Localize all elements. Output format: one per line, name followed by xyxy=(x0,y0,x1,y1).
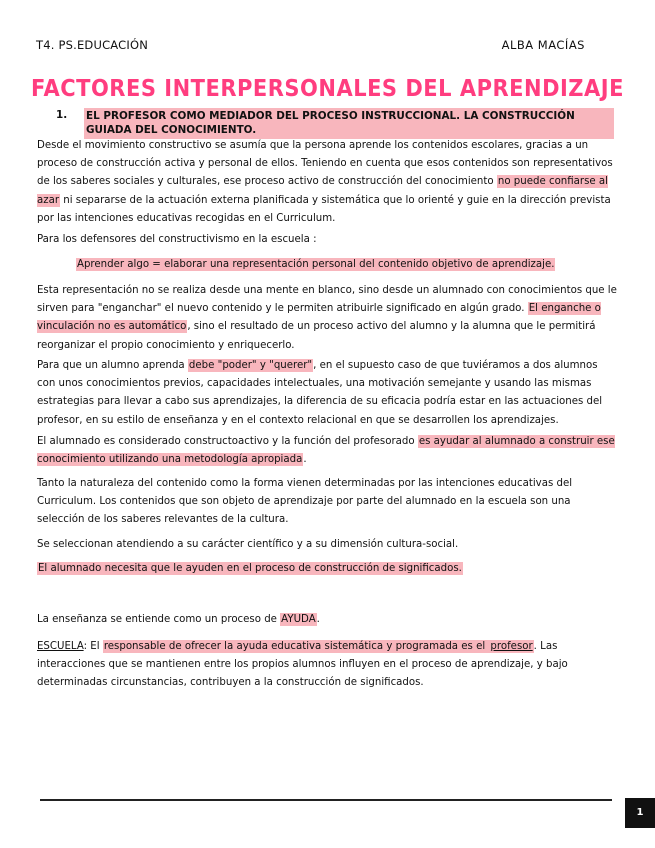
definition-line xyxy=(76,256,616,274)
paragraph-8: Se seleccionan atendiendo a su carácter científico y a su dimensión cultura-social. xyxy=(37,539,459,550)
section-heading xyxy=(58,108,614,139)
highlight: no puede confiarse al azar xyxy=(37,176,608,206)
highlight: debe "poder" y "querer" xyxy=(188,360,313,371)
header-author: ALBA MACÍAS xyxy=(501,38,585,52)
paragraph-2: Para los defensores del constructivismo en la escuela : xyxy=(37,234,317,245)
paragraph-4: Esta representación no se realiza desde una mente en blanco, sino desde un alumnado con conocimientos que le sirven para "enganchar" el nuevo contenido y le permiten atribuirle significado en algún grado. El enganche o vinculación no es automático, sino el resultado de un proceso activo del alumno y la alumna que le permitirá reorganizar el propio conocimiento y enriquecerlo. xyxy=(37,285,617,351)
highlight: Aprender algo = elaborar una representación personal del contenido objetivo de aprendizaje. xyxy=(77,259,555,270)
page-number: 1 xyxy=(625,798,655,828)
page-title: FACTORES INTERPERSONALES DEL APRENDIZAJE xyxy=(31,74,624,102)
highlight: responsable de ofrecer la ayuda educativa sistemática y programada es el xyxy=(103,641,489,652)
highlight: es ayudar al alumnado a construir ese conocimiento utilizando una metodología apropiada xyxy=(37,436,615,466)
paragraph-10: La enseñanza se entiende como un proceso de AYUDA. xyxy=(37,614,320,625)
highlight-underlined: profesor xyxy=(490,641,533,652)
header-course: T4. PS.EDUCACIÓN xyxy=(36,38,149,52)
paragraph-5: Para que un alumno aprenda debe "poder" y "querer", en el supuesto caso de que tuviéramos a dos alumnos con unos conocimientos previos, capacidades intelectuales, una motivación semejante y usando las mismas estrategias para llevar a cabo sus aprendizajes, la diferencia de su eficacia podría estar en las actuaciones del profesor, en su estilo de enseñanza y en el contexto relacional en que se desarrollen los aprendizajes. xyxy=(37,360,603,426)
paragraph-9 xyxy=(37,560,619,578)
section-title: EL PROFESOR COMO MEDIADOR DEL PROCESO INSTRUCCIONAL. LA CONSTRUCCIÓN GUIADA DEL CONOCIMIENTO. xyxy=(84,108,614,139)
footer-rule xyxy=(40,799,612,801)
highlight: El alumnado necesita que le ayuden en el proceso de construcción de significados. xyxy=(38,563,462,574)
paragraph-11: ESCUELA: El responsable de ofrecer la ayuda educativa sistemática y programada es el profesor. Las interacciones que se mantienen entre los propios alumnos influyen en el proceso de aprendizaje, y bajo determinadas circunstancias, contribuyen a la construcción de significados. xyxy=(37,641,568,689)
section-number: 1. xyxy=(56,109,68,121)
underlined-term: ESCUELA xyxy=(37,641,84,652)
paragraph-1: Desde el movimiento constructivo se asumía que la persona aprende los contenidos escolares, gracias a un proceso de construcción activa y personal de ellos. Teniendo en cuenta que esos contenidos son representativos de los saberes sociales y culturales, ese proceso activo de construcción del conocimiento no puede confiarse al azar ni separarse de la actuación externa planificada y sistemática que lo orienté y guie en la dirección prevista por las intenciones educativas recogidas en el Curriculum. xyxy=(37,140,613,224)
highlight: AYUDA xyxy=(281,614,316,625)
highlight: El enganche o vinculación no es automático xyxy=(37,303,601,333)
paragraph-7: Tanto la naturaleza del contenido como la forma vienen determinadas por las intenciones educativas del Curriculum. Los contenidos que son objeto de aprendizaje por parte del alumnado en la escuela son una selección de los saberes relevantes de la cultura. xyxy=(37,478,573,526)
paragraph-6: El alumnado es considerado constructoactivo y la función del profesorado es ayudar al alumnado a construir ese conocimiento utilizando una metodología apropiada. xyxy=(37,436,615,466)
